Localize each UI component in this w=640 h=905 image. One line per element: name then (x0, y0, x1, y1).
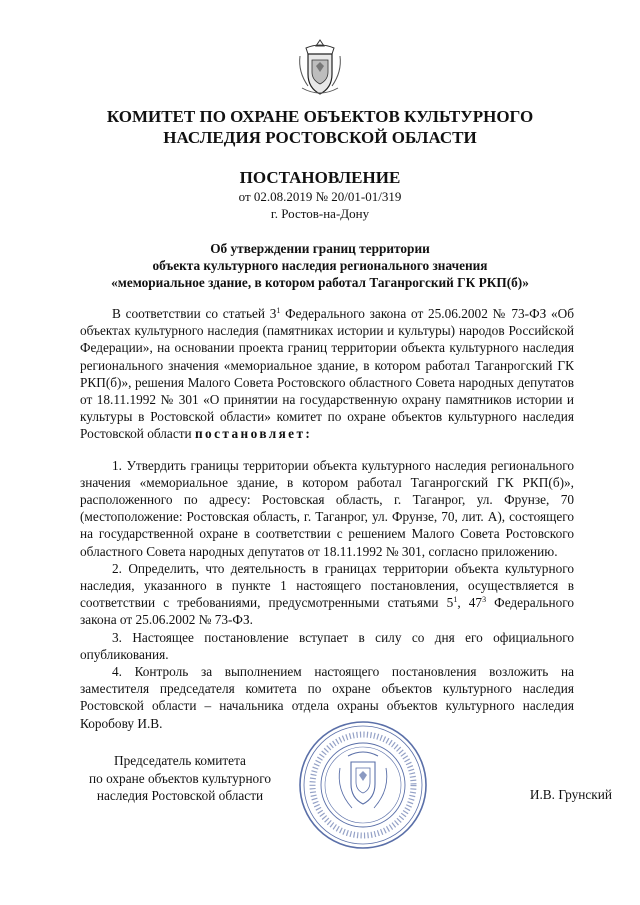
coat-of-arms-emblem (296, 38, 344, 98)
preamble-text-part2: Федерального закона от 25.06.2002 № 73-ФЗ «Об объектах культурного наследия (памятниках истории и культуры) народов Российской Федерации», на основании проекта границ территории объекта культурного наследия регионального значения «мемориальное здание, в котором работал Таганрогский ГК РКП(б)», решения Малого Совета Ростовского областного Совета народных депутатов от 18.11.1992 № 301 «О принятии на государственную охрану памятников истории и культуры в Ростовской области» комитет по охране объектов культурного наследия Ростовской области (80, 306, 574, 442)
item-2-superscript-2: 3 (482, 595, 487, 605)
preamble-paragraph (80, 305, 574, 443)
signatory-position (80, 752, 280, 805)
item-2-superscript-1: 1 (453, 595, 458, 605)
item-1-paragraph: 1. Утвердить границы территории объекта культурного наследия регионального значения «мемориальное здание, в котором работал Таганрогский ГК РКП(б)», расположенного по адресу: Ростовская область, г. Таганрог, ул. Фрунзе, 70 (местоположение: Ростовская область, г. Таганрог, ул. Фрунзе, 70, лит. А), состоящего на государственной охране в соответствии с решением Малого Совета Ростовского областного Совета народных депутатов от 18.11.1992 № 301, согласно приложению. (80, 457, 574, 559)
signatory-position-line2: по охране объектов культурного (89, 770, 271, 786)
item-4-paragraph: 4. Контроль за выполнением настоящего постановления возложить на заместителя председателя комитета по охране объектов культурного наследия Ростовской области – начальника отдела охраны объектов культурного наследия Коробову И.В. (80, 664, 574, 731)
signatory-position-line3: наследия Ростовской области (96, 788, 264, 803)
document-type: ПОСТАНОВЛЕНИЕ (239, 168, 401, 187)
document-body (80, 305, 574, 732)
document-city: г. Ростов-на-Дону (270, 206, 370, 221)
resolves-keyword: постановляет: (194, 426, 313, 442)
preamble-text-part1: В соответствии со статьей 3 (112, 306, 277, 321)
item-2-text-c: Федерального закона от 25.06.2002 № 73-ФЗ. (80, 595, 574, 628)
subject-line2: объекта культурного наследия регионального значения (152, 258, 488, 273)
item-2-text-b: , 47 (457, 595, 483, 611)
document-subject (60, 240, 580, 291)
item-3-paragraph: 3. Настоящее постановление вступает в силу со дня его официального опубликования. (80, 629, 574, 662)
official-seal-stamp (296, 718, 430, 852)
item-2-paragraph (80, 560, 574, 629)
organization-name-line1: КОМИТЕТ ПО ОХРАНЕ ОБЪЕКТОВ КУЛЬТУРНОГО (106, 107, 534, 126)
signatory-position-line1: Председатель комитета (114, 753, 246, 768)
organization-name-line2: НАСЛЕДИЯ РОСТОВСКОЙ ОБЛАСТИ (163, 128, 477, 147)
document-date-number: от 02.08.2019 № 20/01-01/319 (238, 189, 402, 204)
preamble-superscript: 1 (276, 306, 281, 315)
item-2-text-a: 2. Определить, что деятельность в границах территории объекта культурного наследия, указанного в пункте 1 настоящего постановления, осуществляется в соответствии с требованиями, предусмотренными статьями 5 (80, 560, 574, 611)
signatory-name: И.В. Грунский (529, 787, 612, 802)
subject-line3: «мемориальное здание, в котором работал Таганрогский ГК РКП(б)» (111, 275, 529, 290)
organization-name (60, 106, 580, 148)
subject-line1: Об утверждении границ территории (210, 241, 430, 256)
